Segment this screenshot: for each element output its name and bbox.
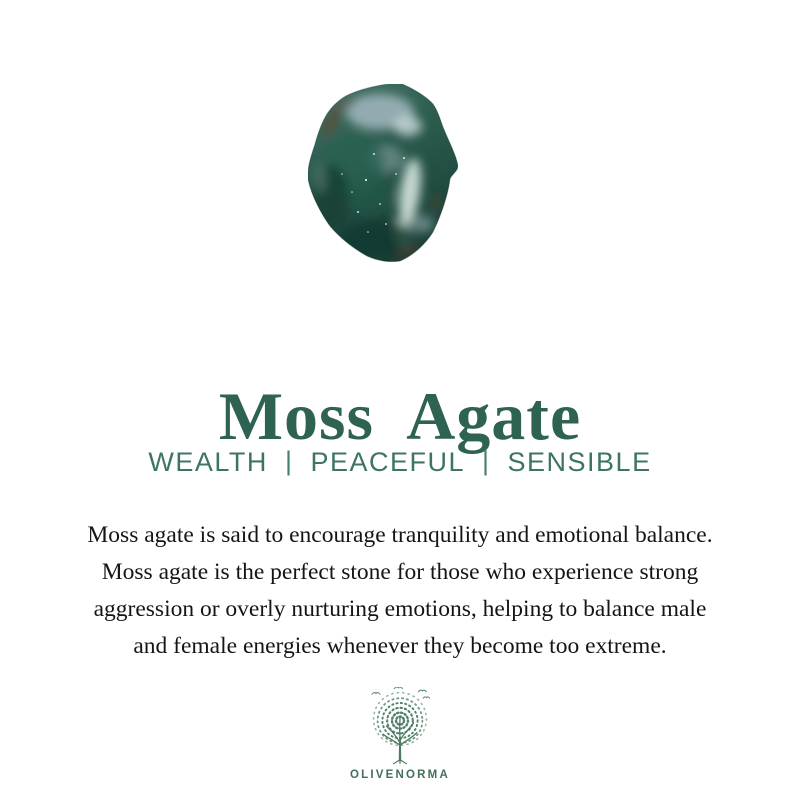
- trait-sensible: SENSIBLE: [507, 447, 652, 477]
- description-line: aggression or overly nurturing emotions, helping to balance male: [93, 596, 707, 622]
- divider-bar: |: [482, 446, 491, 476]
- trait-wealth: WEALTH: [148, 447, 268, 477]
- moss-agate-stone-image: [308, 84, 458, 262]
- description-paragraph: [0, 517, 800, 665]
- trait-subtitle: [0, 446, 800, 477]
- divider-bar: |: [284, 446, 294, 476]
- page-title: Moss Agate: [218, 377, 582, 454]
- description-line: Moss agate is said to encourage tranquility and emotional balance.: [87, 522, 713, 548]
- description-line: Moss agate is the perfect stone for those who experience strong: [101, 559, 699, 585]
- trait-peaceful: PEACEFUL: [310, 447, 465, 477]
- description-line: and female energies whenever they become too extreme.: [133, 633, 667, 659]
- brand-name: OLIVENORMA: [350, 769, 450, 781]
- brand-logo: [0, 687, 800, 781]
- moss-agate-stone-icon: [308, 84, 458, 262]
- olive-tree-icon: [361, 687, 439, 767]
